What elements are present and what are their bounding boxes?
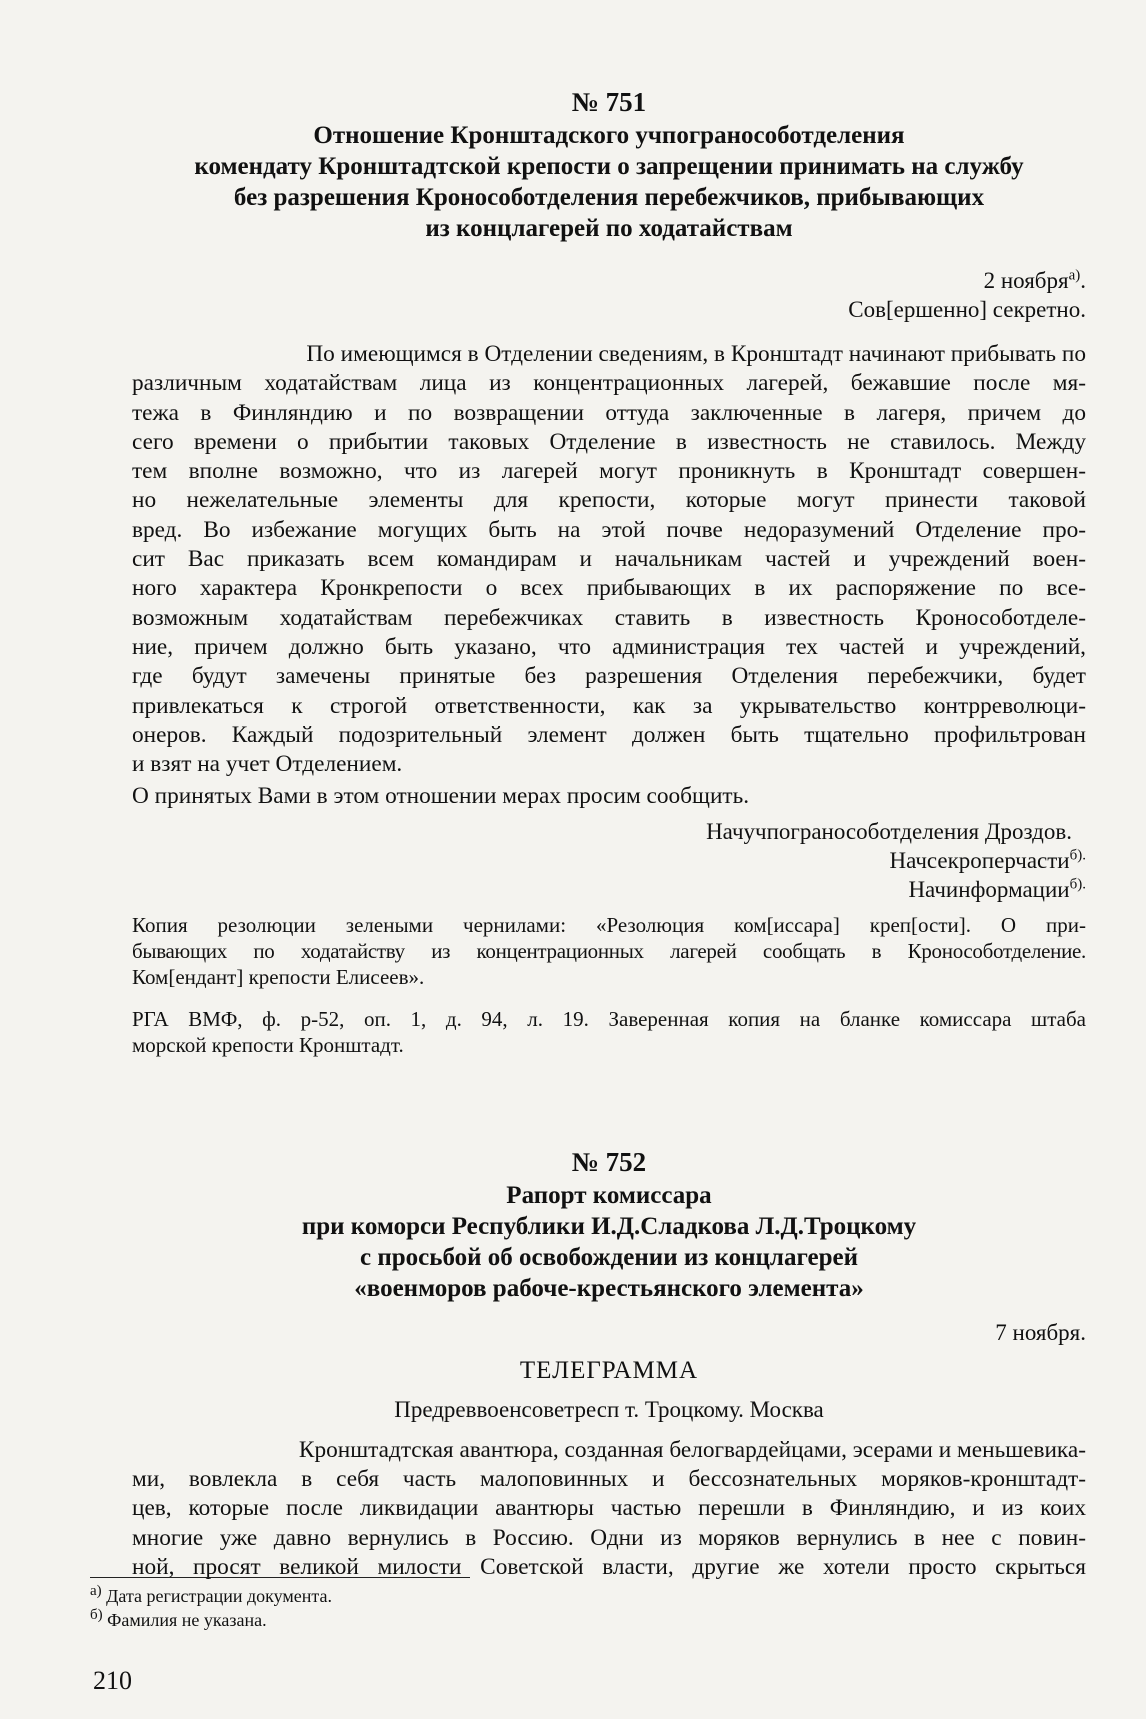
body-line: сит Вас приказать всем командирам и начальникам частей и учреждений воен- xyxy=(132,546,1086,573)
body-line: ного характера Кронкрепости о всех прибывающих в их распоряжение по все- xyxy=(132,575,1086,602)
resolution-line: бывающих по ходатайству из концентрационных лагерей сообщать в Кронособотделение. xyxy=(132,938,1086,963)
doc-752-title-line: при коморси Республики И.Д.Сладкова Л.Д.Троцкому xyxy=(301,1212,917,1240)
body-line: привлекаться к строгой ответственности, как за укрывательство контрреволюци- xyxy=(132,692,1086,719)
footnote-mark: б) xyxy=(90,1607,103,1623)
doc-751-dateline xyxy=(132,266,1086,324)
body-line: многие уже давно вернулись в Россию. Одни из моряков вернулись в нее с повин- xyxy=(132,1524,1086,1551)
source-line: РГА ВМФ, ф. р-52, оп. 1, д. 94, л. 19. Заверенная копия на бланке комиссара штаба xyxy=(132,1006,1086,1031)
signature-line: Начучпогранособотделения Дроздов. xyxy=(706,818,1072,844)
body-line: тем вполне возможно, что из лагерей могут проникнуть в Кронштадт совершен- xyxy=(132,458,1086,485)
doc-751-signatures xyxy=(132,817,1086,904)
doc-752-title-line: «военморов рабоче-крестьянского элемента» xyxy=(354,1274,864,1302)
body-line: ной, просят великой милости Советской власти, другие же хотели просто скрыться xyxy=(132,1553,1086,1580)
body-line: где будут замечены принятые без разрешения Отделения перебежчики, будет xyxy=(132,663,1086,690)
doc-751-title-line: без разрешения Кронособотделения перебежчиков, прибывающих xyxy=(233,184,985,211)
resolution-line: Ком[ендант] крепости Елисеев». xyxy=(132,964,425,989)
body-line: Кронштадтская авантюра, созданная белогвардейцами, эсерами и меньшевика- xyxy=(298,1436,1086,1463)
doc-751-title-line: из концлагерей по ходатайствам xyxy=(425,215,793,242)
doc-751-source xyxy=(132,1006,1086,1058)
doc-751-secrecy: Сов[ершенно] секретно. xyxy=(848,297,1086,322)
footnote-ref: б). xyxy=(1069,876,1086,893)
doc-752-date: 7 ноября. xyxy=(995,1319,1086,1345)
footnote-mark: а) xyxy=(90,1583,102,1599)
doc-752-number: № 752 xyxy=(571,1146,647,1177)
doc-751-title-line: комендату Кронштадтской крепости о запрещении принимать на службу xyxy=(194,153,1024,180)
source-line: морской крепости Кронштадт. xyxy=(132,1032,404,1057)
body-line: сего времени о прибытии таковых Отделение в известность не ставилось. Между xyxy=(132,428,1086,455)
footnote-ref: б). xyxy=(1069,847,1086,864)
body-line: вред. Во избежание могущих быть на этой почве недоразумений Отделение про- xyxy=(132,516,1086,543)
doc-751-title xyxy=(132,120,1086,244)
body-line: ми, вовлекла в себя часть малоповинных и бессознательных моряков-кронштадт- xyxy=(132,1466,1086,1493)
page-number: 210 xyxy=(93,1666,132,1695)
footnotes xyxy=(90,1577,1090,1632)
body-line: ние, причем должно быть указано, что администрация тех частей и учреждений, xyxy=(132,633,1086,660)
body-line: тежа в Финляндию и по возвращении оттуда заключенные в лагеря, причем до xyxy=(132,399,1086,426)
doc-752 xyxy=(132,1146,1086,1582)
footnote: $^{б)}$ Фамилия не указана. xyxy=(90,1607,267,1630)
footnote: $^{а)}$ Дата регистрации документа. xyxy=(90,1583,332,1606)
resolution-line: Копия резолюции зелеными чернилами: «Резолюция ком[иссара] креп[ости]. О при- xyxy=(132,912,1086,937)
footnote-divider xyxy=(90,1577,470,1578)
doc-752-body xyxy=(132,1436,1086,1582)
footnote-ref: а) xyxy=(1068,267,1081,284)
doc-751-date: 2 ноября$^{а)}$. xyxy=(983,267,1086,293)
doc-752-title xyxy=(132,1180,1086,1304)
body-line: цев, которые после ликвидации авантюры частью перешли в Финляндию, и из коих xyxy=(132,1495,1086,1522)
body-line: онеров. Каждый подозрительный элемент должен быть тщательно профильтрован xyxy=(132,721,1086,748)
doc-751-request: О принятых Вами в этом отношении мерах просим сообщить. xyxy=(132,783,750,810)
doc-752-title-line: с просьбой об освобождении из концлагерей xyxy=(360,1243,858,1271)
doc-751-body xyxy=(132,340,1086,812)
body-line: и взят на учет Отделением. xyxy=(132,751,403,778)
body-line: По имеющимся в Отделении сведениям, в Кронштадт начинают прибывать по xyxy=(306,341,1086,367)
doc-751-resolution xyxy=(132,912,1086,990)
doc-751-title-line: Отношение Кронштадского учпогранособотделения xyxy=(313,122,905,149)
doc-751-number: № 751 xyxy=(571,87,647,117)
signature-line: Начсекроперчасти$^{б).}$ xyxy=(889,847,1086,873)
body-line: возможным ходатайствам перебежчиках ставить в известность Кронособотделе- xyxy=(132,604,1086,631)
signature-line: Начинформации$^{б).}$ xyxy=(908,876,1086,902)
doc-752-addressee: Предреввоенсоветресп т. Троцкому. Москва xyxy=(394,1396,824,1422)
doc-751 xyxy=(132,86,1086,1058)
body-line: различным ходатайствам лица из концентрационных лагерей, бежавшие после мя- xyxy=(132,370,1086,397)
doc-752-heading: ТЕЛЕГРАММА xyxy=(519,1356,699,1384)
doc-752-title-line: Рапорт комиссара xyxy=(506,1181,712,1209)
body-line: но нежелательные элементы для крепости, которые могут принести таковой xyxy=(132,487,1086,514)
